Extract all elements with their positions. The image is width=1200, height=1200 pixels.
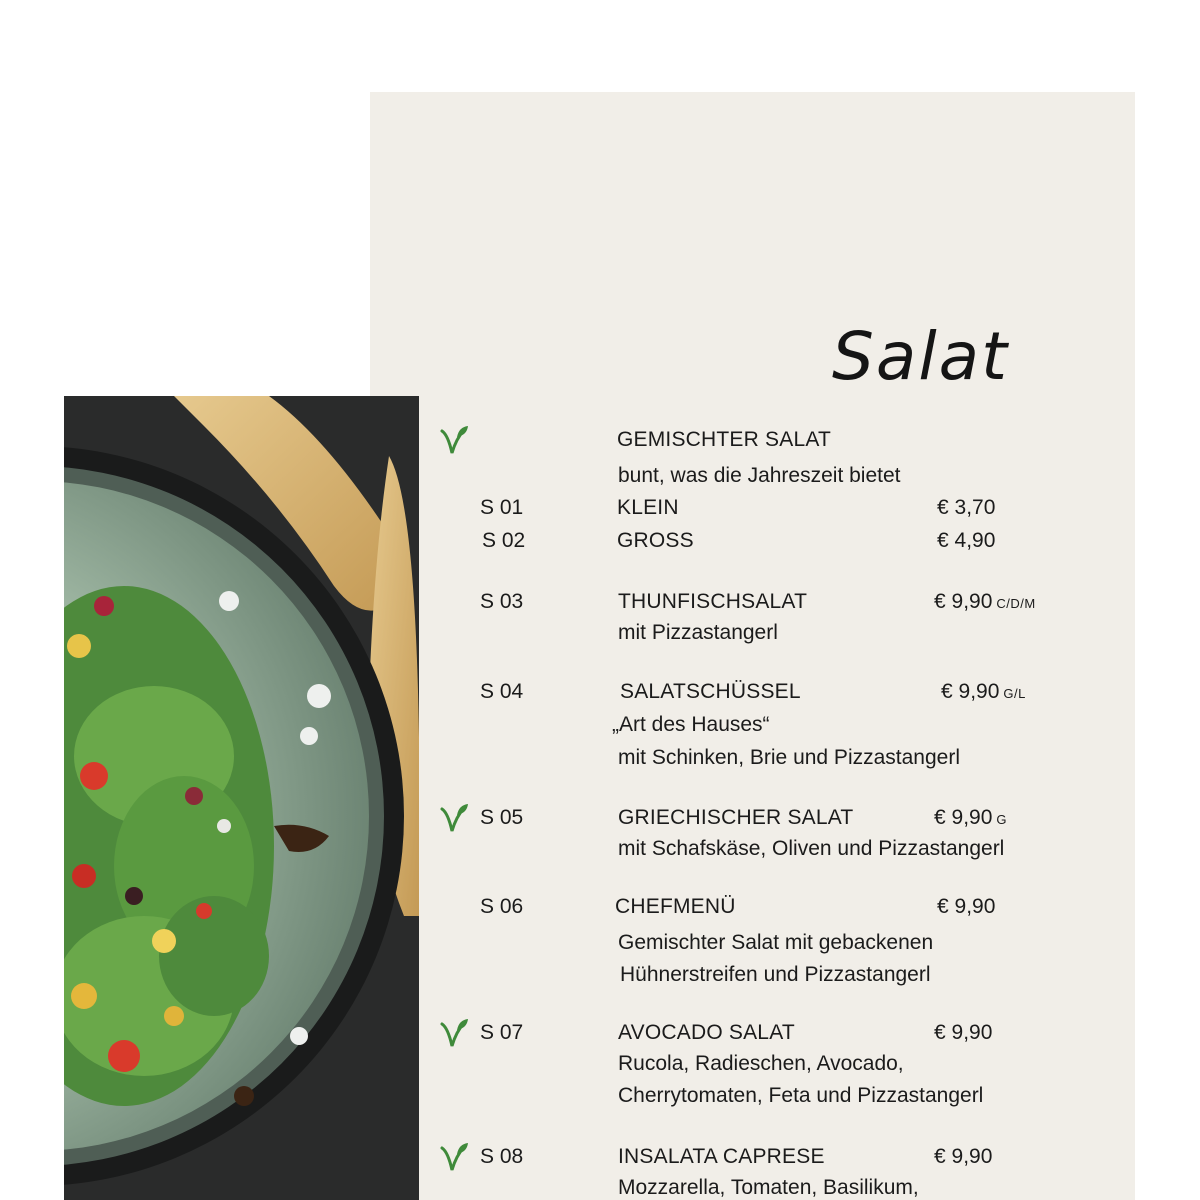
price-value: € 9,90 [934,806,993,829]
item-name: GROSS [617,529,694,552]
price-value: € 9,90 [937,895,996,918]
item-code: S 05 [480,806,524,829]
item-code: S 08 [480,1145,524,1168]
vegetarian-leaf-icon [440,1142,470,1174]
item-description: mit Schafskäse, Oliven und Pizzastangerl [618,837,1005,860]
salad-plate-illustration [64,396,419,1200]
price-value: € 9,90 [934,590,993,613]
item-code: S 04 [480,680,524,703]
page-title: Salat [832,318,1009,395]
item-code: S 07 [480,1021,524,1044]
item-name: AVOCADO SALAT [618,1021,795,1044]
item-description: „Art des Hauses“ [612,713,770,736]
price-value: € 4,90 [937,529,996,552]
item-price [937,530,995,551]
vegetarian-leaf-icon [440,1018,470,1050]
item-price [934,807,1007,828]
item-description: mit Pizzastangerl [618,621,778,644]
item-price [934,591,1036,612]
item-description: Hühnerstreifen und Pizzastangerl [620,963,931,986]
item-price [934,1146,992,1167]
allergen-codes: G/L [1003,686,1026,701]
item-description: Rucola, Radieschen, Avocado, [618,1052,904,1075]
item-name: GRIECHISCHER SALAT [618,806,854,829]
salad-photo [64,396,419,1200]
item-description: bunt, was die Jahreszeit bietet [618,464,901,487]
item-name: GEMISCHTER SALAT [617,428,832,451]
price-value: € 9,90 [934,1145,993,1168]
price-value: € 3,70 [937,496,996,519]
item-description: Cherrytomaten, Feta und Pizzastangerl [618,1084,984,1107]
item-price [934,1022,992,1043]
vegetarian-leaf-icon [440,803,470,835]
item-price [937,497,995,518]
item-description: Gemischter Salat mit gebackenen [618,931,934,954]
item-code: S 06 [480,895,524,918]
item-description: mit Schinken, Brie und Pizzastangerl [618,746,960,769]
allergen-codes: G [996,812,1008,827]
item-code: S 02 [482,529,526,552]
item-price [937,896,995,917]
item-name: THUNFISCHSALAT [618,590,808,613]
item-code: S 03 [480,590,524,613]
item-name: CHEFMENÜ [615,895,736,918]
item-code: S 01 [480,496,524,519]
item-name: SALATSCHÜSSEL [620,680,801,703]
item-price [941,681,1026,702]
item-name: KLEIN [617,496,679,519]
item-description: Mozzarella, Tomaten, Basilikum, [618,1176,919,1199]
vegetarian-leaf-icon [440,425,470,457]
price-value: € 9,90 [941,680,1000,703]
item-name: INSALATA CAPRESE [618,1145,825,1168]
price-value: € 9,90 [934,1021,993,1044]
allergen-codes: C/D/M [996,596,1036,611]
